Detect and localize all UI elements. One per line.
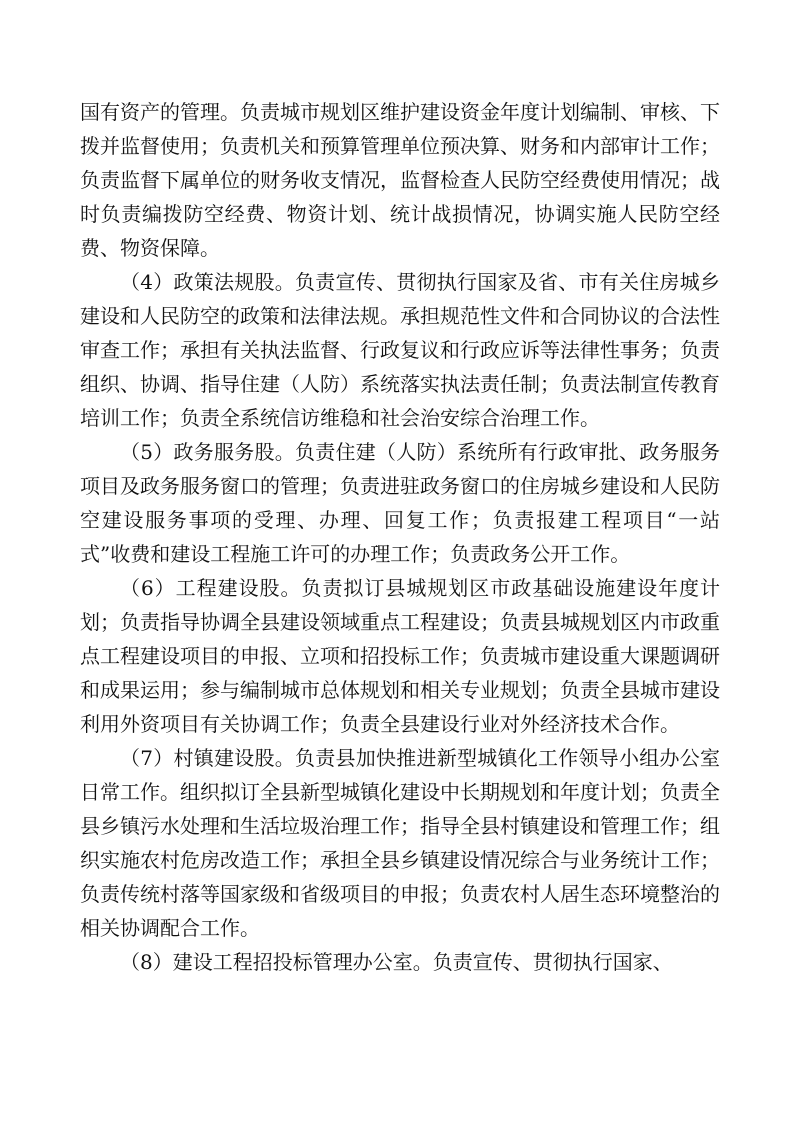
document-page: [80, 95, 720, 979]
paragraph-finance-continuation: 国有资产的管理。负责城市规划区维护建设资金年度计划编制、审核、下拨并监督使用；负责机关和预算管理单位预决算、财务和内部审计工作；负责监督下属单位的财务收支情况，监督检查人民防空经费使用情况；战时负责编拨防空经费、物资计划、统计战损情况，协调实施人民防空经费、物资保障。: [80, 100, 720, 260]
paragraph-bidding-office: （8）建设工程招投标管理办公室。负责宣传、贯彻执行国家、: [120, 950, 673, 974]
paragraph-policy-regulation: （4）政策法规股。负责宣传、贯彻执行国家及省、市有关住房城乡建设和人民防空的政策和法律法规。承担规范性文件和合同协议的合法性审查工作；承担有关执法监督、行政复议和行政应诉等法律性事务；负责组织、协调、指导住建（人防）系统落实执法责任制；负责法制宣传教育培训工作；负责全系统信访维稳和社会治安综合治理工作。: [80, 270, 720, 430]
paragraph-engineering-construction: （6）工程建设股。负责拟订县城规划区市政基础设施建设年度计划；负责指导协调全县建设领域重点工程建设；负责县城规划区内市政重点工程建设项目的申报、立项和招投标工作；负责城市建设重大课题调研和成果运用；参与编制城市总体规划和相关专业规划；负责全县城市建设利用外资项目有关协调工作；负责全县建设行业对外经济技术合作。: [80, 576, 720, 736]
paragraph-village-town-construction: （7）村镇建设股。负责县加快推进新型城镇化工作领导小组办公室日常工作。组织拟订全县新型城镇化建设中长期规划和年度计划；负责全县乡镇污水处理和生活垃圾治理工作；指导全县村镇建设和管理工作；组织实施农村危房改造工作；承担全县乡镇建设情况综合与业务统计工作；负责传统村落等国家级和省级项目的申报；负责农村人居生态环境整治的相关协调配合工作。: [80, 746, 720, 940]
paragraph-government-services: （5）政务服务股。负责住建（人防）系统所有行政审批、政务服务项目及政务服务窗口的管理；负责进驻政务窗口的住房城乡建设和人民防空建设服务事项的受理、办理、回复工作；负责报建工程项目“一站式”收费和建设工程施工许可的办理工作；负责政务公开工作。: [80, 440, 720, 566]
